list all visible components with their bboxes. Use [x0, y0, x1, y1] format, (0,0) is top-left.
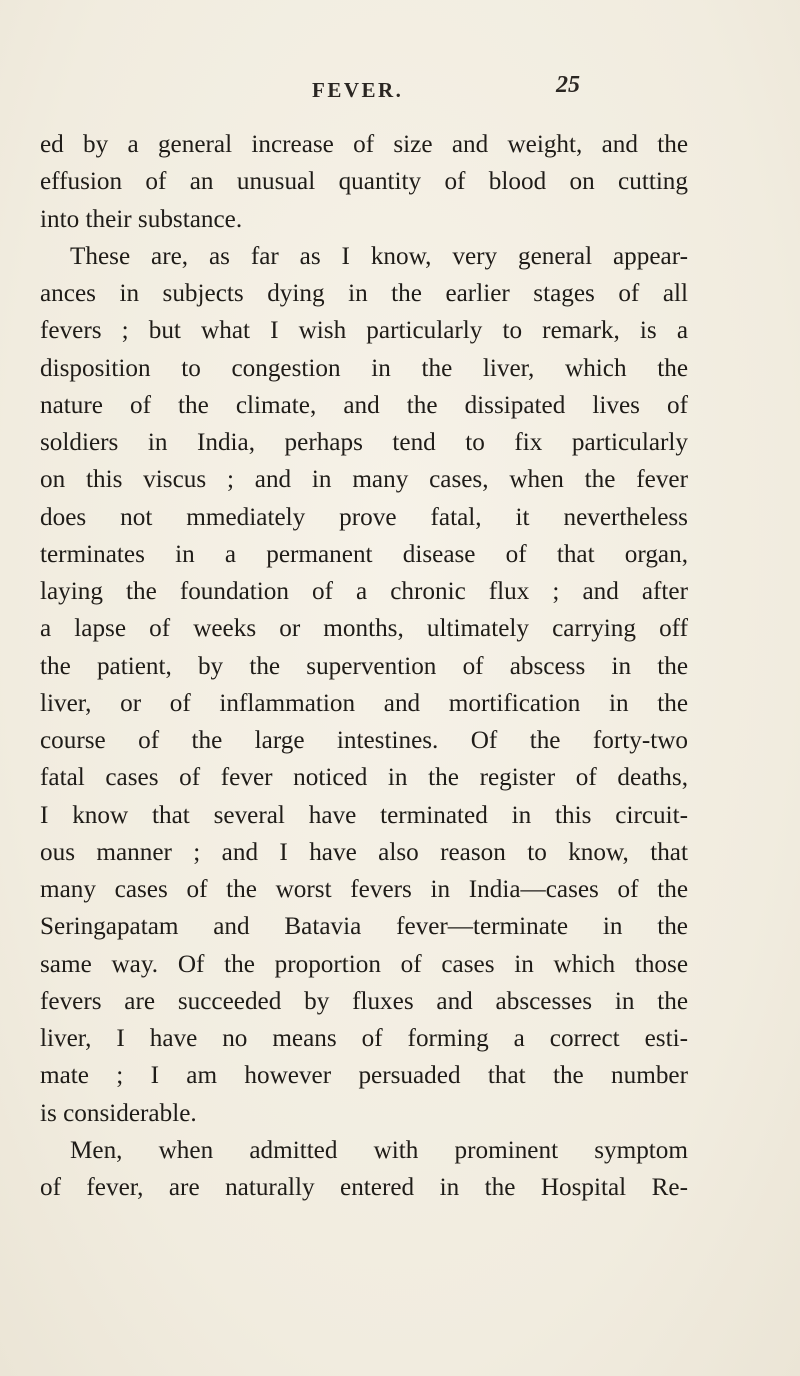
- text-line: is considerable.: [40, 1099, 197, 1127]
- text-line: into their substance.: [40, 205, 243, 233]
- text-line: of fever, are naturally entered in the Hospital Re-: [40, 1174, 688, 1201]
- text-line: These are, as far as I know, very general appear-: [70, 242, 688, 270]
- text-line: Seringapatam and Batavia fever—terminate in the: [40, 913, 688, 941]
- text-line: a lapse of weeks or months, ultimately carrying off: [40, 615, 688, 643]
- text-line: the patient, by the supervention of abscess in the: [40, 652, 688, 680]
- text-line: fevers ; but what I wish particularly to remark, is a: [40, 317, 688, 345]
- text-line: ed by a general increase of size and weight, and the: [40, 131, 688, 158]
- text-line: does not mmediately prove fatal, it nevertheless: [40, 503, 688, 531]
- text-line: on this viscus ; and in many cases, when the fever: [40, 466, 688, 494]
- running-head: [0, 72, 800, 112]
- text-line: effusion of an unusual quantity of blood on cutting: [40, 168, 688, 196]
- text-line: same way. Of the proportion of cases in which those: [40, 950, 688, 978]
- running-title: FEVER.: [312, 78, 404, 102]
- page-number: 25: [556, 72, 580, 98]
- text-line: fevers are succeeded by fluxes and abscesses in the: [40, 987, 688, 1015]
- text-line: ous manner ; and I have also reason to know, that: [40, 838, 688, 866]
- text-line: course of the large intestines. Of the forty-two: [40, 727, 688, 754]
- text-line: many cases of the worst fevers in India—cases of the: [40, 876, 688, 903]
- text-line: liver, or of inflammation and mortification in the: [40, 689, 688, 717]
- text-line: I know that several have terminated in this circuit-: [40, 801, 688, 829]
- text-line: liver, I have no means of forming a correct esti-: [40, 1025, 688, 1052]
- text-line: Men, when admitted with prominent symptom: [70, 1136, 688, 1164]
- text-line: mate ; I am however persuaded that the number: [40, 1062, 688, 1090]
- text-line: laying the foundation of a chronic flux ; and after: [40, 578, 688, 605]
- text-line: nature of the climate, and the dissipated lives of: [40, 391, 688, 419]
- text-line: disposition to congestion in the liver, which the: [40, 354, 688, 382]
- text-line: ances in subjects dying in the earlier stages of all: [40, 280, 688, 307]
- body-text: [40, 126, 688, 1206]
- text-line: fatal cases of fever noticed in the register of deaths,: [40, 764, 688, 792]
- text-line: soldiers in India, perhaps tend to fix particularly: [40, 429, 688, 456]
- text-line: terminates in a permanent disease of that organ,: [40, 540, 688, 568]
